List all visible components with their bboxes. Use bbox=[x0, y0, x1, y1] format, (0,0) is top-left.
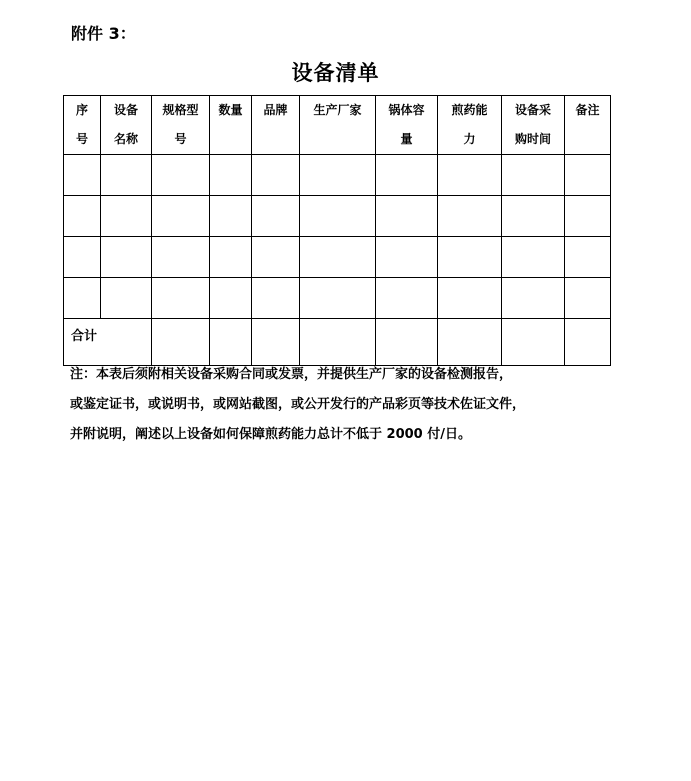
table-total-row bbox=[64, 319, 611, 366]
table-cell[interactable] bbox=[101, 196, 152, 237]
header-manufacturer: 生产厂家 bbox=[300, 96, 376, 155]
table-cell[interactable] bbox=[502, 237, 565, 278]
header-purchase-time: 设备采购时间 bbox=[502, 96, 565, 155]
table-cell[interactable] bbox=[438, 237, 502, 278]
table-cell[interactable] bbox=[502, 155, 565, 196]
footnote-line: 并附说明，阐述以上设备如何保障煎药能力总计不低于 2000 付/日。 bbox=[70, 427, 471, 442]
table-cell[interactable] bbox=[502, 319, 565, 366]
table-cell[interactable] bbox=[502, 278, 565, 319]
total-label: 合计 bbox=[64, 319, 152, 366]
table-cell[interactable] bbox=[565, 319, 611, 366]
attachment-label: 附件 3： bbox=[71, 24, 136, 43]
table-cell[interactable] bbox=[210, 155, 252, 196]
table-cell[interactable] bbox=[101, 278, 152, 319]
table-cell[interactable] bbox=[152, 319, 210, 366]
table-cell[interactable] bbox=[252, 237, 300, 278]
table-cell[interactable] bbox=[64, 155, 101, 196]
table-cell[interactable] bbox=[252, 319, 300, 366]
table-cell[interactable] bbox=[565, 278, 611, 319]
table-row bbox=[64, 155, 611, 196]
table-cell[interactable] bbox=[300, 196, 376, 237]
table-cell[interactable] bbox=[565, 237, 611, 278]
table-cell[interactable] bbox=[152, 196, 210, 237]
table-cell[interactable] bbox=[300, 155, 376, 196]
header-serial-number: 序号 bbox=[64, 96, 101, 155]
table-cell[interactable] bbox=[152, 278, 210, 319]
table-cell[interactable] bbox=[64, 237, 101, 278]
document-title: 设备清单 bbox=[291, 61, 380, 85]
table-cell[interactable] bbox=[438, 319, 502, 366]
equipment-table bbox=[63, 95, 611, 366]
header-remarks: 备注 bbox=[565, 96, 611, 155]
table-row bbox=[64, 196, 611, 237]
table-cell[interactable] bbox=[252, 155, 300, 196]
table-cell[interactable] bbox=[502, 196, 565, 237]
header-model-spec: 规格型号 bbox=[152, 96, 210, 155]
table-cell[interactable] bbox=[376, 319, 438, 366]
table-cell[interactable] bbox=[210, 196, 252, 237]
table-cell[interactable] bbox=[300, 319, 376, 366]
table-header-row bbox=[64, 96, 611, 155]
table-cell[interactable] bbox=[64, 278, 101, 319]
table-cell[interactable] bbox=[101, 155, 152, 196]
footnote-line: 或鉴定证书，或说明书，或网站截图，或公开发行的产品彩页等技术佐证文件， bbox=[70, 397, 526, 412]
table-cell[interactable] bbox=[252, 196, 300, 237]
table-cell[interactable] bbox=[376, 155, 438, 196]
table-cell[interactable] bbox=[252, 278, 300, 319]
header-quantity: 数量 bbox=[210, 96, 252, 155]
table-cell[interactable] bbox=[64, 196, 101, 237]
header-brand: 品牌 bbox=[252, 96, 300, 155]
table-cell[interactable] bbox=[438, 196, 502, 237]
table-cell[interactable] bbox=[300, 237, 376, 278]
table-cell[interactable] bbox=[438, 278, 502, 319]
table-cell[interactable] bbox=[438, 155, 502, 196]
table-row bbox=[64, 278, 611, 319]
footnote-line: 注：本表后须附相关设备采购合同或发票，并提供生产厂家的设备检测报告， bbox=[70, 367, 513, 382]
table-cell[interactable] bbox=[565, 155, 611, 196]
table-row bbox=[64, 237, 611, 278]
table-cell[interactable] bbox=[565, 196, 611, 237]
table-cell[interactable] bbox=[210, 319, 252, 366]
table-cell[interactable] bbox=[152, 237, 210, 278]
table-cell[interactable] bbox=[152, 155, 210, 196]
table-cell[interactable] bbox=[376, 278, 438, 319]
table-cell[interactable] bbox=[376, 196, 438, 237]
table-cell[interactable] bbox=[376, 237, 438, 278]
table-cell[interactable] bbox=[210, 237, 252, 278]
table-cell[interactable] bbox=[210, 278, 252, 319]
footnote bbox=[70, 360, 615, 450]
table-cell[interactable] bbox=[101, 237, 152, 278]
header-equipment-name: 设备名称 bbox=[101, 96, 152, 155]
header-decoction-capacity: 煎药能力 bbox=[438, 96, 502, 155]
table-cell[interactable] bbox=[300, 278, 376, 319]
header-pot-capacity: 锅体容量 bbox=[376, 96, 438, 155]
